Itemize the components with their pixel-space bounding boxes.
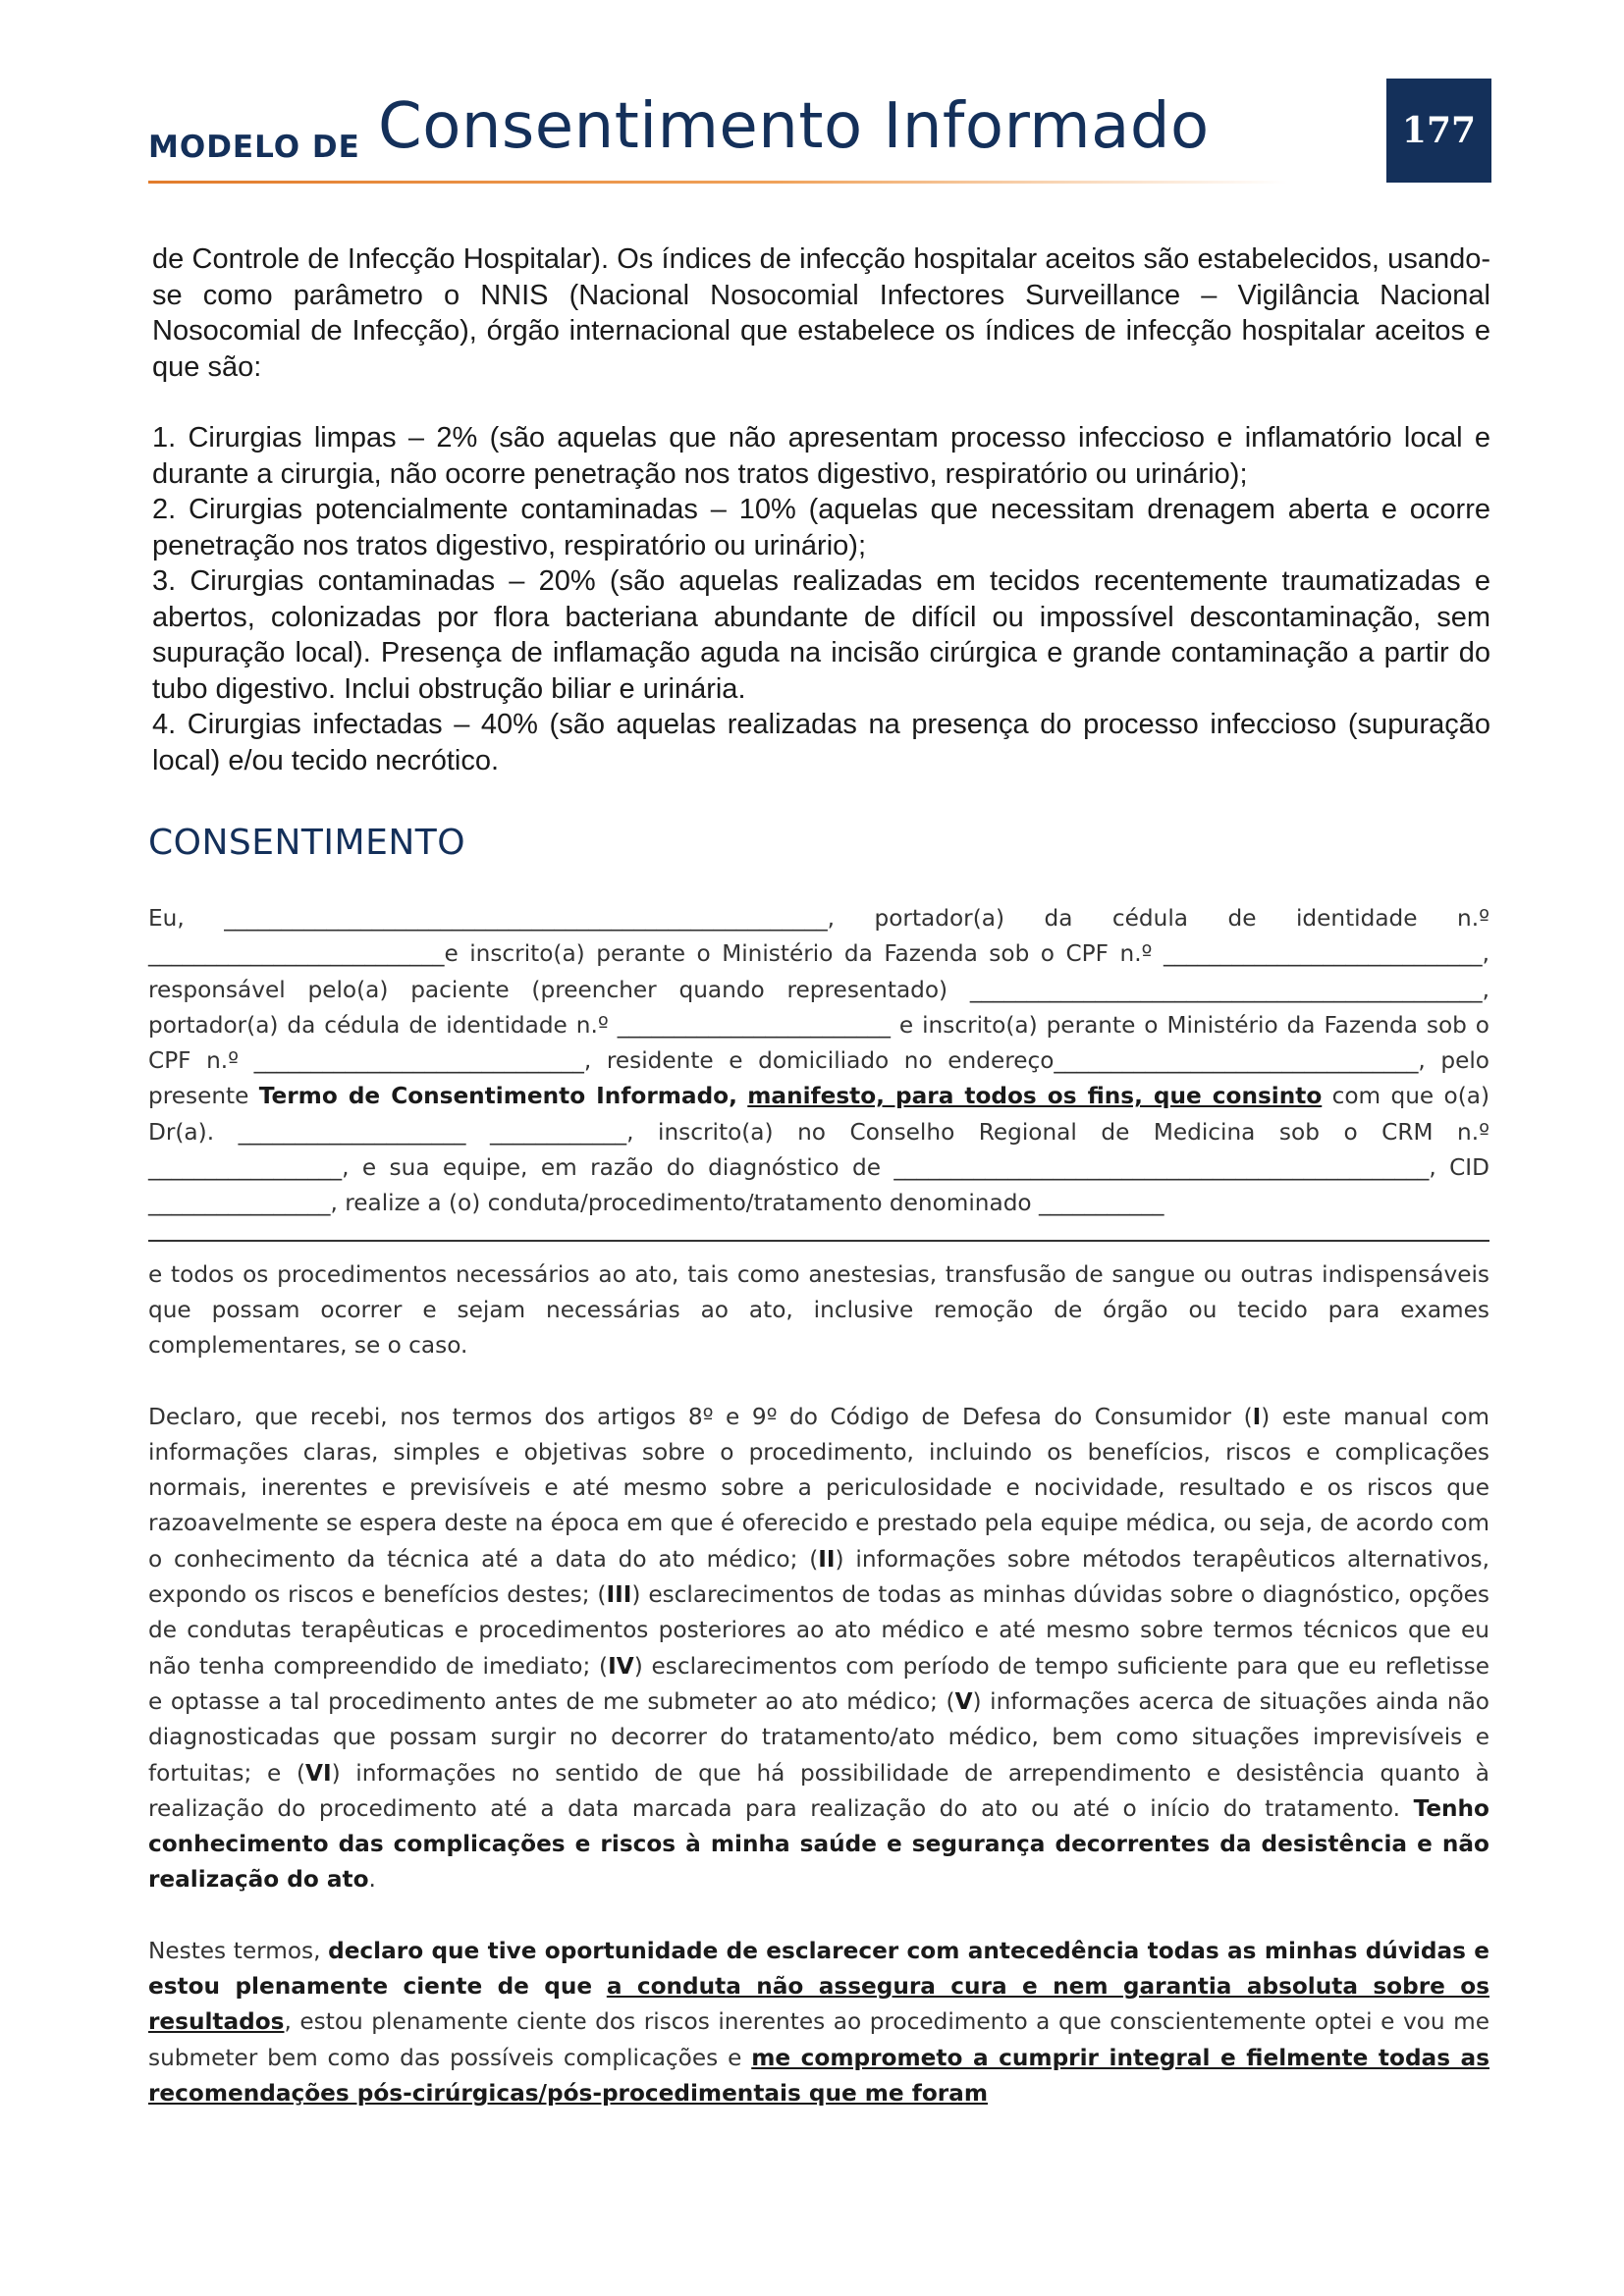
roman-numeral: V bbox=[954, 1687, 973, 1715]
list-item: 3. Cirurgias contaminadas – 20% (são aquelas realizadas em tecidos recentemente traumatizadas e abertos, colonizadas por flora bacteriana abundante de difícil ou impossível descontaminação, sem supuração local). Presença de inflamação aguda na incisão cirúrgica e grande contaminação a partir do tubo digestivo. Inclui obstrução biliar e urinária. bbox=[152, 565, 1490, 705]
nestes-text: Nestes termos, bbox=[148, 1937, 321, 1964]
form-text: CID ________________, realize a (o) conduta/procedimento/tratamento denominado ___________ bbox=[148, 1154, 1489, 1217]
nestes-termos-paragraph bbox=[148, 1934, 1489, 2111]
declaration-text: ) informações sobre métodos terapêuticos alternativos, expondo os riscos e benefícios destes; ( bbox=[148, 1545, 1489, 1609]
declaration-bold-statement: Tenho conhecimento das complicações e riscos à minha saúde e segurança decorrentes da desistência e não realização do ato bbox=[148, 1794, 1489, 1894]
header-modelo-label: MODELO DE bbox=[148, 130, 360, 165]
page-number-badge: 177 bbox=[1386, 79, 1491, 183]
consent-body bbox=[148, 901, 1489, 2111]
form-text: ____________, inscrito(a) no Conselho Regional de Medicina sob o CRM n.º _________________, bbox=[148, 1118, 1489, 1182]
nestes-bold-text: declaro que tive oportunidade de esclarecer com antecedência todas as minhas dúvidas e estou plenamente ciente de que bbox=[148, 1937, 1489, 2001]
form-bold-text: Termo de Consentimento Informado, bbox=[258, 1083, 737, 1110]
declaration-text: ) este manual com informações claras, simples e objetivas sobre o procedimento, incluindo os benefícios, riscos e complicações normais, inerentes e previsíveis e até mesmo sobre a periculosidade e nocividade, resultado e os riscos que razoavelmente se espera deste na época em que é oferecido e prestado pela equipe médica, ou seja, de acordo com o conhecimento da técnica até a data do ato médico; ( bbox=[148, 1403, 1489, 1573]
list-item: 2. Cirurgias potencialmente contaminadas – 10% (aquelas que necessitam drenagem aberta e ocorre penetração nos tratos digestivo, respiratório ou urinário); bbox=[152, 494, 1490, 561]
roman-numeral: I bbox=[1252, 1403, 1262, 1430]
declaration-text: ) informações acerca de situações ainda não diagnosticadas que possam surgir no decorrer do tratamento/ato médico, bem como situações imprevisíveis e fortuitas; e ( bbox=[148, 1687, 1489, 1787]
form-paragraph-2: e todos os procedimentos necessários ao ato, tais como anestesias, transfusão de sangue ou outras indispensáveis que possam ocorrer e sejam necessárias ao ato, inclusive remoção de órgão ou tecido para exames complementares, se o caso. bbox=[148, 1260, 1489, 1360]
roman-numeral: III bbox=[606, 1581, 632, 1609]
declaration-text: ) esclarecimentos com período de tempo suficiente para que eu refletisse e optasse a tal procedimento antes de me submeter ao ato médico; ( bbox=[148, 1652, 1490, 1715]
header-divider bbox=[148, 181, 1287, 184]
roman-numeral: IV bbox=[608, 1652, 634, 1680]
nestes-underlined-statement: a conduta não assegura cura e nem garantia absoluta sobre os resultados bbox=[148, 1973, 1489, 2036]
consent-form-paragraph bbox=[148, 901, 1489, 1222]
list-item: 1. Cirurgias limpas – 2% (são aquelas que não apresentam processo infeccioso e inflamatório local e durante a cirurgia, não ocorre penetração nos tratos digestivo, respiratório ou urinário); bbox=[152, 422, 1490, 490]
blank-fill-line bbox=[148, 1222, 1489, 1242]
nestes-commitment-statement: me comprometo a cumprir integral e fielmente todas as recomendações pós-cirúrgicas/pós-procedimentais que me foram bbox=[148, 2044, 1490, 2107]
declaration-text: Declaro, que recebi, nos termos dos artigos 8º e 9º do Código de Defesa do Consumidor ( bbox=[148, 1403, 1253, 1430]
form-consent-statement: manifesto, para todos os fins, que consinto bbox=[747, 1083, 1323, 1110]
declaration-period: . bbox=[368, 1866, 376, 1894]
nestes-text: , estou plenamente ciente dos riscos inerentes ao procedimento a que conscientemente optei e vou me submeter bem como das possíveis complicações e bbox=[148, 2008, 1489, 2071]
declaration-text: ) informações no sentido de que há possibilidade de arrependimento e desistência quanto à realização do procedimento até a data marcada para realização do ato ou até o início do tratamento. bbox=[148, 1759, 1489, 1822]
roman-numeral: II bbox=[818, 1545, 836, 1573]
form-text: e sua equipe, em razão do diagnóstico de _______________________________________________, bbox=[361, 1154, 1436, 1182]
form-text: com que o(a) Dr(a). ____________________ bbox=[148, 1083, 1490, 1146]
intro-lead: de Controle de Infecção Hospitalar). Os índices de infecção hospitalar aceitos são estabelecidos, usando-se como parâmetro o NNIS (Nacional Nosocomial Infectores Surveillance – Vigilância Nacional Nosocomial de Infecção), órgão internacional que estabelece os índices de infecção hospitalar aceitos e que são: bbox=[152, 243, 1490, 383]
declaration-paragraph bbox=[148, 1400, 1489, 1898]
intro-text bbox=[152, 241, 1490, 778]
list-item: 4. Cirurgias infectadas – 40% (são aquelas realizadas na presença do processo infeccioso (supuração local) e/ou tecido necrótico. bbox=[152, 709, 1490, 776]
section-title: CONSENTIMENTO bbox=[148, 823, 466, 863]
declaration-text: ) esclarecimentos de todas as minhas dúvidas sobre o diagnóstico, opções de condutas terapêuticas e procedimentos posteriores ao ato médico e até mesmo sobre termos técnicos que eu não tenha compreendido de imediato; ( bbox=[148, 1581, 1489, 1680]
header-title: Consentimento Informado bbox=[378, 90, 1210, 163]
form-text: Eu, _____________________________________________________, portador(a) da cédula de identidade n.º __________________________e inscrito(a) perante o Ministério da Fazenda sob o CPF n.º ____________________________, responsável pelo(a) paciente (preencher quando representado) _____________________________________________, portador(a) da cédula de identidade n.º ________________________ e inscrito(a) perante o Ministério da Fazenda sob o CPF n.º _____________________________, residente e domiciliado no endereço________________________________, pelo presente bbox=[148, 905, 1489, 1110]
roman-numeral: VI bbox=[305, 1759, 332, 1787]
page-header bbox=[148, 86, 1484, 194]
